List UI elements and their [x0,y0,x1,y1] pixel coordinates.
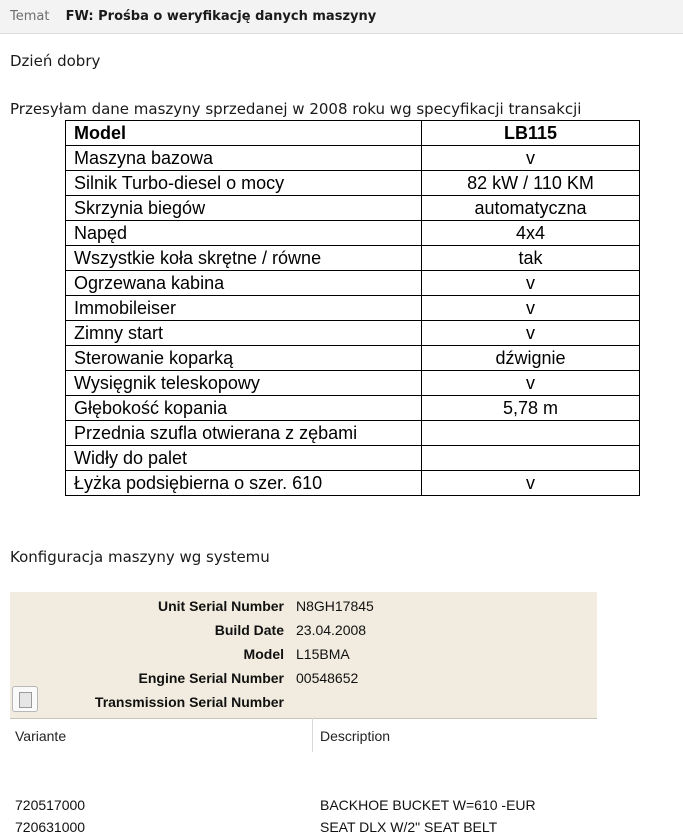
table-row [66,371,640,396]
table-row [66,321,640,346]
spec-feature: Widły do palet [66,446,422,471]
spec-value: automatyczna [422,196,640,221]
column-description[interactable]: Description [320,728,391,744]
spec-value: 82 kW / 110 KM [422,171,640,196]
document-icon [19,692,32,708]
field-unit-serial [10,598,597,622]
spec-feature: Ogrzewana kabina [66,271,422,296]
field-value: N8GH17845 [296,598,374,614]
spec-value: 5,78 m [422,396,640,421]
table-row [66,221,640,246]
table-row [66,396,640,421]
spec-header-value: LB115 [422,121,640,146]
field-model [10,646,597,670]
spec-value [422,421,640,446]
system-info-panel [10,592,597,719]
subject-text: FW: Prośba o weryfikację danych maszyny [65,9,377,24]
spec-value: tak [422,246,640,271]
field-value: 23.04.2008 [296,622,367,638]
spec-feature: Łyżka podsiębierna o szer. 610 [66,471,422,496]
spec-table [65,120,640,496]
spec-header-feature: Model [66,121,422,146]
spec-feature: Skrzynia biegów [66,196,422,221]
table-row [66,346,640,371]
spec-value: v [422,146,640,171]
greeting: Dzień dobry [10,52,101,70]
spec-value: v [422,471,640,496]
spec-value: v [422,321,640,346]
field-transmission-serial [10,694,597,718]
spec-value: dźwignie [422,346,640,371]
spec-feature: Głębokość kopania [66,396,422,421]
table-row [66,421,640,446]
spec-value: v [422,371,640,396]
spec-value [422,446,640,471]
column-separator[interactable] [312,718,313,752]
variants-column-header [10,718,597,752]
spec-feature: Przednia szufla otwierana z zębami [66,421,422,446]
spec-feature: Immobileiser [66,296,422,321]
spec-header-row [66,121,640,146]
intro-text: Przesyłam dane maszyny sprzedanej w 2008 roku wg specyfikacji transakcji [10,100,582,118]
field-label: Engine Serial Number [138,670,284,686]
table-row [66,146,640,171]
table-row [66,171,640,196]
field-label: Model [243,646,284,662]
spec-feature: Maszyna bazowa [66,146,422,171]
table-row [66,446,640,471]
spec-feature: Sterowanie koparką [66,346,422,371]
variant-description: SEAT DLX W/2" SEAT BELT [320,819,498,835]
spec-feature: Silnik Turbo-diesel o mocy [66,171,422,196]
variant-description: BACKHOE BUCKET W=610 -EUR [320,797,536,813]
spec-value: v [422,296,640,321]
table-row [66,196,640,221]
spec-feature: Wszystkie koła skrętne / równe [66,246,422,271]
spec-value: v [422,271,640,296]
subject-label: Temat [10,9,50,24]
field-label: Unit Serial Number [157,598,284,614]
spec-feature: Zimny start [66,321,422,346]
spec-feature: Napęd [66,221,422,246]
field-engine-serial [10,670,597,694]
document-button[interactable] [12,686,38,712]
field-value: L15BMA [296,646,350,662]
field-build-date [10,622,597,646]
table-row [66,271,640,296]
config-heading: Konfiguracja maszyny wg systemu [10,548,270,566]
field-label: Build Date [214,622,284,638]
email-subject-bar [0,0,683,34]
spec-feature: Wysięgnik teleskopowy [66,371,422,396]
column-variant[interactable]: Variante [15,728,67,744]
table-row [66,296,640,321]
variant-code: 720517000 [15,797,86,813]
field-label: Transmission Serial Number [94,694,284,710]
spec-value: 4x4 [422,221,640,246]
variant-code: 720631000 [15,819,86,835]
field-value: 00548652 [296,670,359,686]
table-row [66,246,640,271]
table-row [66,471,640,496]
